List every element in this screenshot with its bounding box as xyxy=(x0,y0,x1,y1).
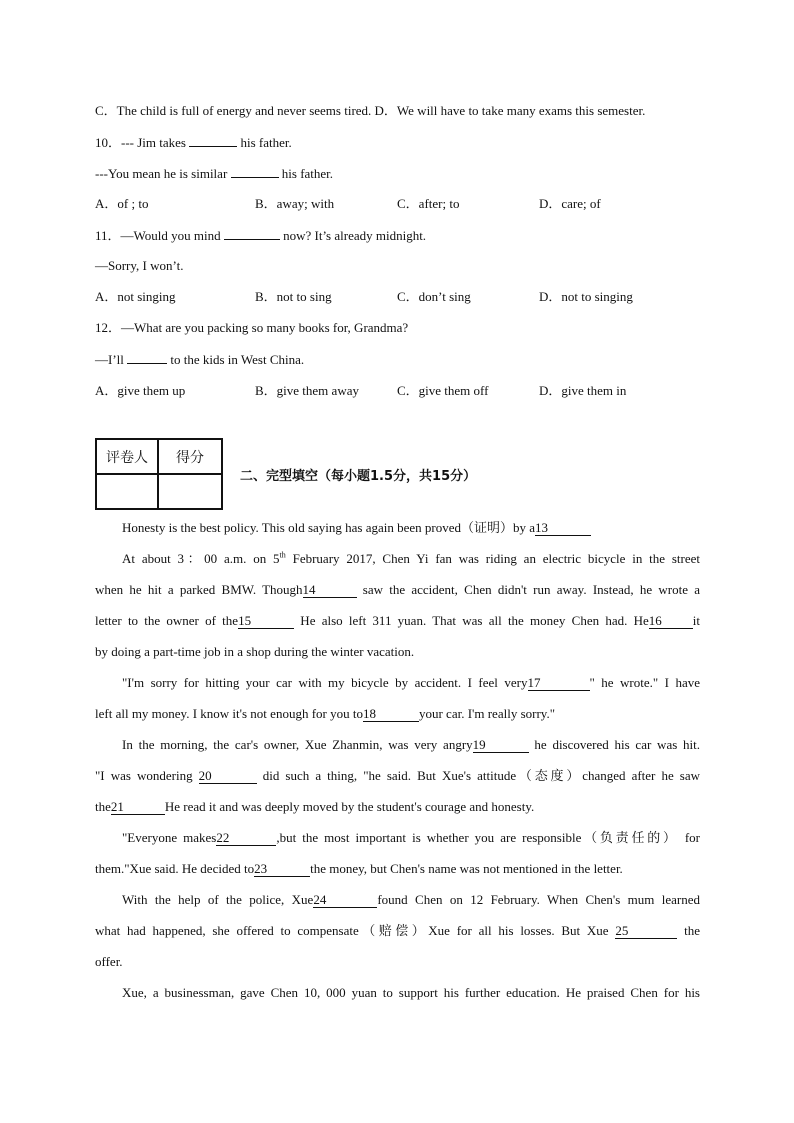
q12-option-a: A．give them up xyxy=(95,383,186,398)
passage-line: offer. xyxy=(95,954,123,969)
q11-line1: 11．—Would you mind now? It’s already midnight. xyxy=(95,228,427,243)
passage xyxy=(95,512,700,1008)
q11-option-a: A．not singing xyxy=(95,289,176,304)
passage-line: letter to the owner of the15 He also left 311 yuan. That was all the money Chen had. He16 it xyxy=(95,613,700,628)
q10-option-b: B．away; with xyxy=(255,196,335,211)
passage-line: With the help of the police, Xue24 found Chen on 12 February. When Chen's mum learned xyxy=(122,892,700,907)
q12-option-d: D．give them in xyxy=(539,383,627,398)
blank-23: 23 xyxy=(254,862,310,877)
passage-line: left all my money. I know it's not enough for you to18 your car. I'm really sorry." xyxy=(95,706,556,721)
passage-line: them."Xue said. He decided to23 the money, but Chen's name was not mentioned in the letter. xyxy=(95,861,623,876)
score-table xyxy=(95,438,223,510)
q12-line1: 12．—What are you packing so many books for, Grandma? xyxy=(95,320,409,335)
blank-17: 17 xyxy=(528,676,590,691)
blank-21: 21 xyxy=(111,800,165,815)
blank-13: 13 xyxy=(535,521,591,536)
q9-options-cd xyxy=(95,102,645,120)
passage-line: Xue, a businessman, gave Chen 10, 000 yuan to support his further education. He praised Chen for his xyxy=(122,985,700,1000)
score-header: 得分 xyxy=(158,439,222,474)
q11-option-d: D．not to singing xyxy=(539,289,633,304)
passage-line: what had happened, she offered to compensate（赔偿）Xue for all his losses. But Xue 25 the xyxy=(95,923,700,938)
blank-25: 25 xyxy=(615,924,677,939)
passage-line: In the morning, the car's owner, Xue Zhanmin, was very angry19 he discovered his car was hit. xyxy=(122,737,700,752)
blank-20: 20 xyxy=(199,769,257,784)
q12-option-b: B．give them away xyxy=(255,383,359,398)
blank-15: 15 xyxy=(238,614,294,629)
q10-line2: ---You mean he is similar his father. xyxy=(95,166,334,181)
blank-14: 14 xyxy=(303,583,357,598)
blank-18: 18 xyxy=(363,707,419,722)
q9-option-c: C．The child is full of energy and never seems tired. xyxy=(95,103,372,118)
blank-16: 16 xyxy=(649,614,693,629)
answer-blank xyxy=(127,350,167,364)
answer-blank xyxy=(231,164,279,178)
q12-line2: —I’ll to the kids in West China. xyxy=(95,352,305,367)
q10-line1: 10．--- Jim takes his father. xyxy=(95,135,292,150)
passage-line: by doing a part-time job in a shop during the winter vacation. xyxy=(95,644,415,659)
q10-option-c: C．after; to xyxy=(397,196,460,211)
q10-option-a: A．of ; to xyxy=(95,196,149,211)
grader-cell[interactable] xyxy=(96,474,158,509)
passage-line: Honesty is the best policy. This old saying has again been proved（证明）by a13 xyxy=(95,512,700,543)
passage-line: when he hit a parked BMW. Though14 saw the accident, Chen didn't run away. Instead, he wrote a xyxy=(95,582,700,597)
answer-blank xyxy=(224,226,280,240)
q11-option-c: C．don’t sing xyxy=(397,289,471,304)
q11-option-b: B．not to sing xyxy=(255,289,332,304)
answer-blank xyxy=(189,133,237,147)
blank-24: 24 xyxy=(313,893,377,908)
q12-option-c: C．give them off xyxy=(397,383,489,398)
passage-line: "I was wondering 20 did such a thing, "he said. But Xue's attitude（态度）changed after he saw xyxy=(95,768,701,783)
grader-header: 评卷人 xyxy=(96,439,158,474)
passage-line: "I'm sorry for hitting your car with my bicycle by accident. I feel very17 " he wrote." I have xyxy=(122,675,700,690)
passage-line: At about 3：00 a.m. on 5th February 2017, Chen Yi fan was riding an electric bicycle in the street xyxy=(122,550,700,566)
blank-19: 19 xyxy=(473,738,529,753)
blank-22: 22 xyxy=(216,831,276,846)
passage-line: the21 He read it and was deeply moved by the student's courage and honesty. xyxy=(95,799,535,814)
section-title: 二、完型填空（每小题1.5分，共15分） xyxy=(240,469,477,484)
passage-line: "Everyone makes22 ,but the most important is whether you are responsible（负责任的） for xyxy=(122,830,701,845)
q11-line2: —Sorry, I won’t. xyxy=(95,258,184,273)
score-cell[interactable] xyxy=(158,474,222,509)
q9-option-d: D．We will have to take many exams this semester. xyxy=(374,103,646,118)
q10-option-d: D．care; of xyxy=(539,196,601,211)
